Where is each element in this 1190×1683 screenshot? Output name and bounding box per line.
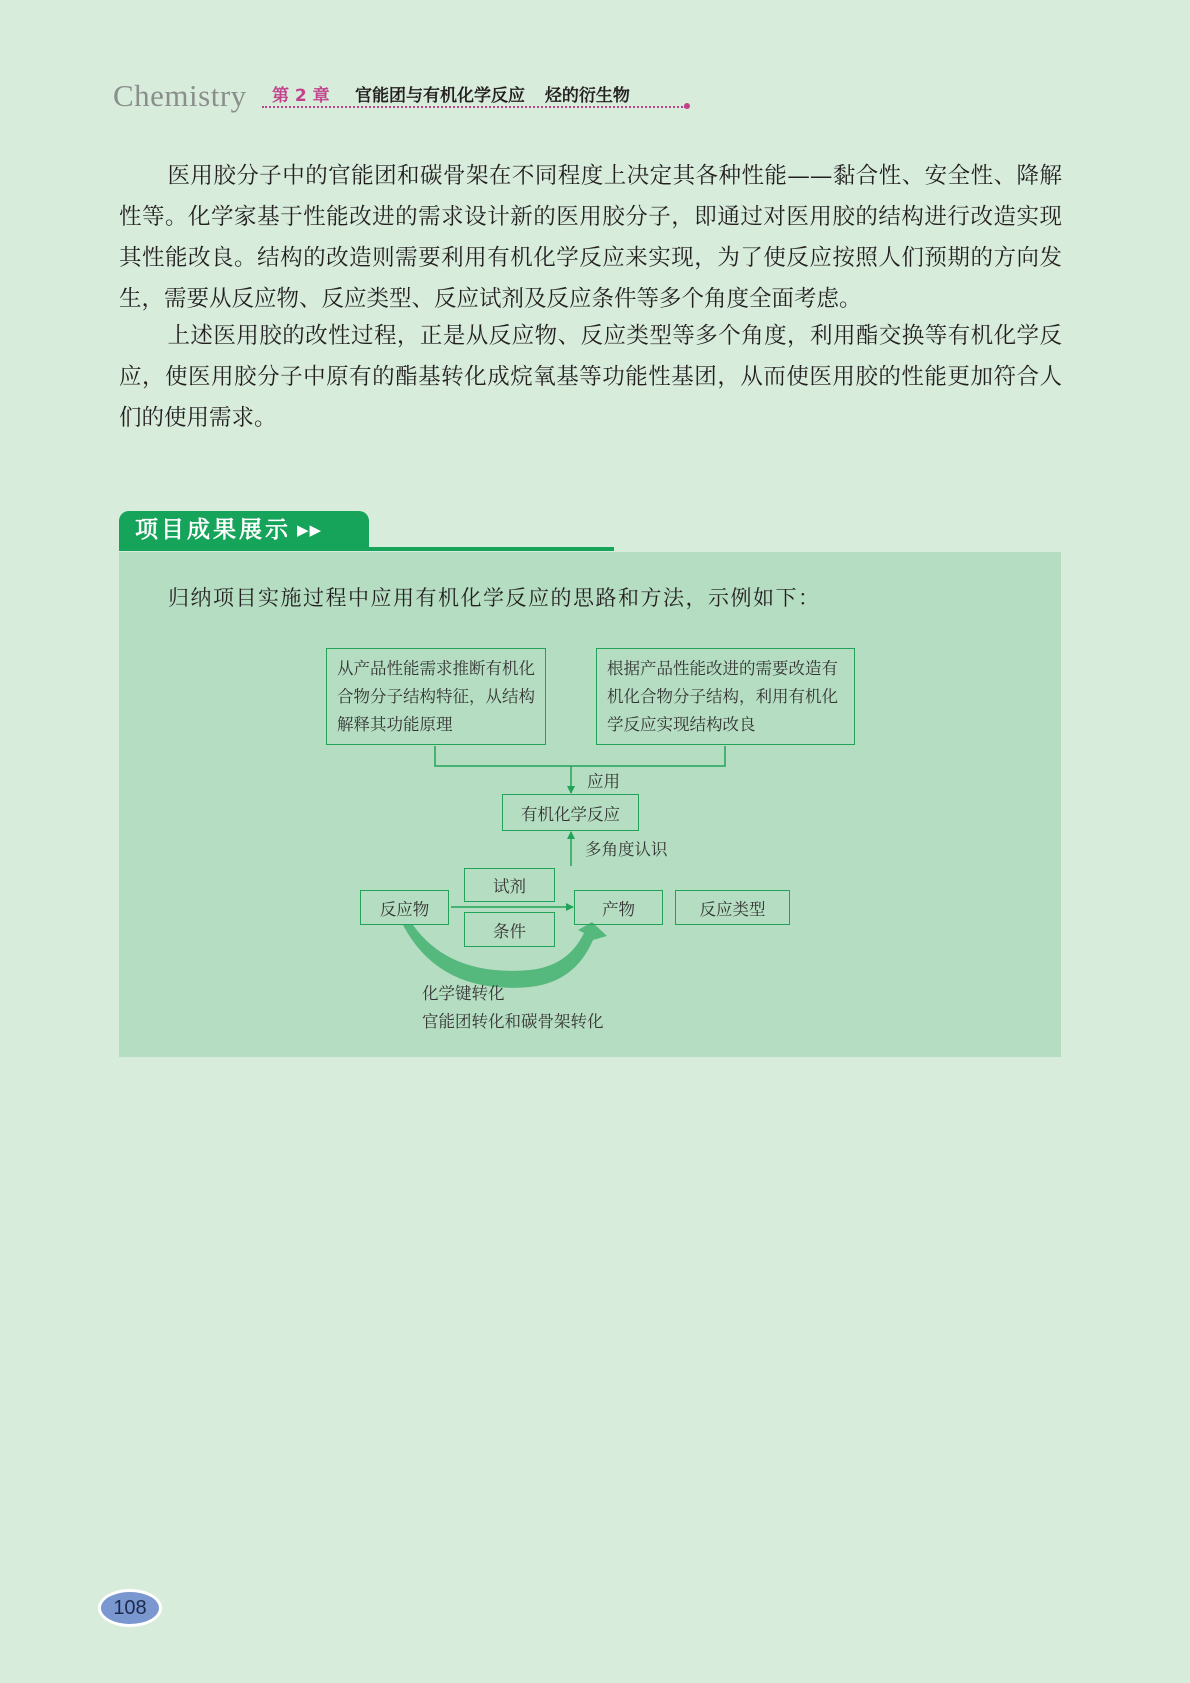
box-modify-structure: 根据产品性能改进的需要改造有机化合物分子结构，利用有机化学反应实现结构改良 <box>596 648 855 745</box>
box-product: 产物 <box>574 890 663 925</box>
chapter-number: 第 2 章 <box>272 86 330 106</box>
box-reaction-type: 反应类型 <box>675 890 790 925</box>
header-brand: Chemistry <box>113 78 247 113</box>
caption-bond-change: 化学键转化 <box>422 984 505 1003</box>
section-tab-label: 项目成果展示 <box>135 517 291 543</box>
paragraph-1-text: 医用胶分子中的官能团和碳骨架在不同程度上决定其各种性能——黏合性、安全性、降解性等。化学家基于性能改进的需求设计新的医用胶分子，即通过对医用胶的结构进行改造实现其性能改良。结构的改造则需要利用有机化学反应来实现，为了使反应按照人们预期的方向发生，需要从反应物、反应类型、反应试剂及反应条件等多个角度全面考虑。 <box>119 163 1062 312</box>
connector-top-boxes <box>435 746 725 766</box>
caption-group-skeleton-change: 官能团转化和碳骨架转化 <box>422 1012 604 1031</box>
box-reactant: 反应物 <box>360 890 449 925</box>
box-organic-reaction: 有机化学反应 <box>502 794 639 831</box>
page-number: 108 <box>98 1589 162 1627</box>
label-apply: 应用 <box>587 772 620 791</box>
paragraph-2-text: 上述医用胶的改性过程，正是从反应物、反应类型等多个角度，利用酯交换等有机化学反应，使医用胶分子中原有的酯基转化成烷氧基等功能性基团，从而使医用胶的性能更加符合人们的使用需求。 <box>119 323 1062 431</box>
box-condition: 条件 <box>464 912 555 947</box>
chapter-title: 官能团与有机化学反应 烃的衍生物 <box>355 86 630 106</box>
box-reagent: 试剂 <box>464 868 555 902</box>
double-arrow-icon: ▶▶ <box>297 521 323 539</box>
label-multi-angle: 多角度认识 <box>585 840 668 859</box>
section-intro: 归纳项目实施过程中应用有机化学反应的思路和方法，示例如下： <box>168 586 821 610</box>
box-infer-structure: 从产品性能需求推断有机化合物分子结构特征，从结构解释其功能原理 <box>326 648 546 745</box>
